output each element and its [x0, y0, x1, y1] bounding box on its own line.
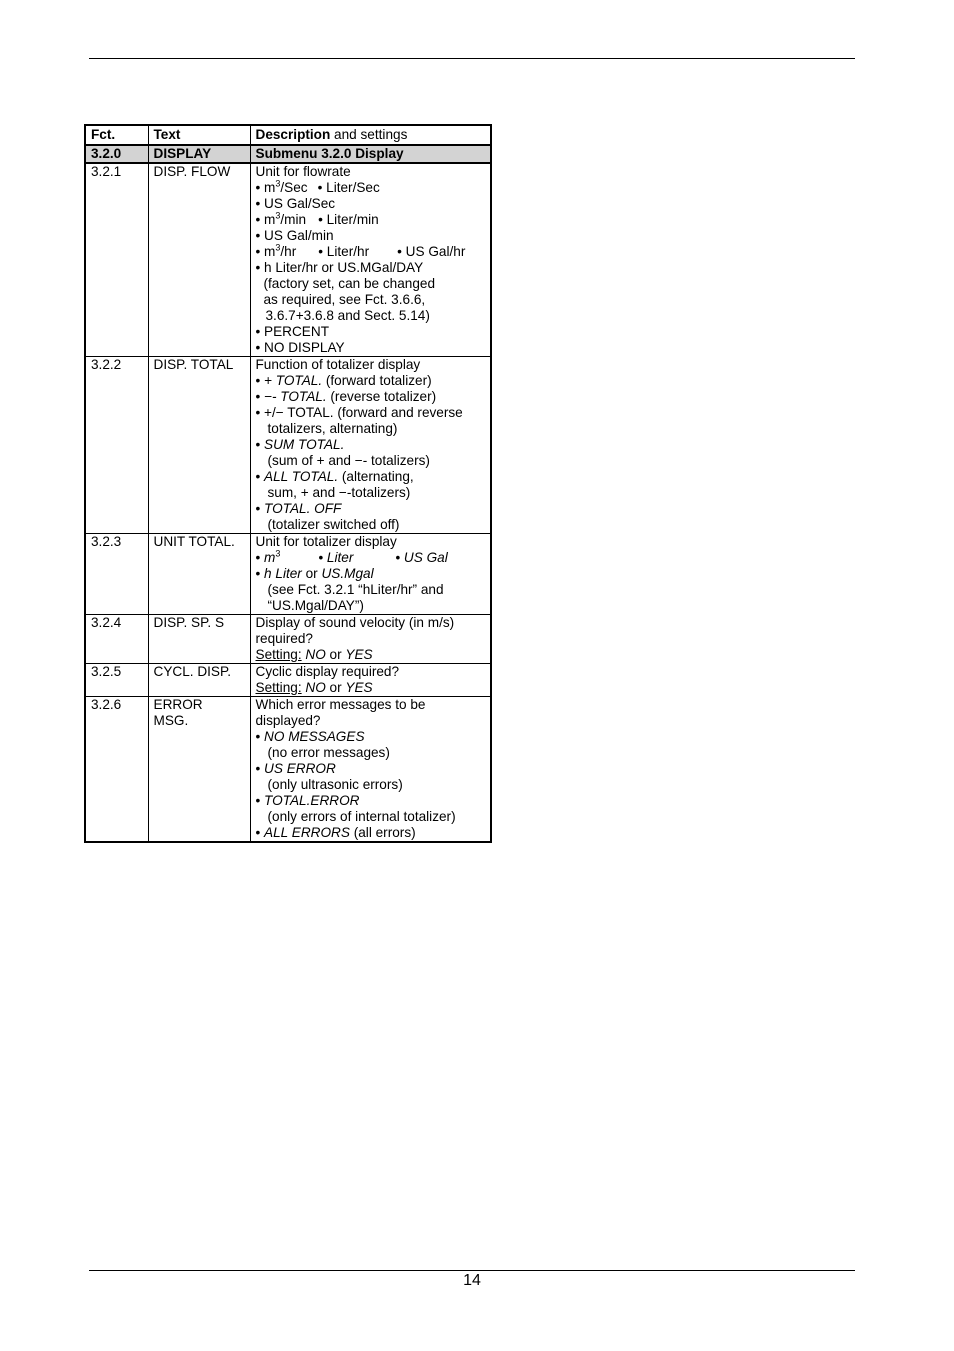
function-table: [84, 124, 492, 843]
fct-cell: 3.2.2: [85, 357, 148, 534]
header-text: Text: [148, 125, 250, 145]
fct-cell: 3.2.6: [85, 697, 148, 843]
footer-rule: [89, 1270, 855, 1271]
table-row: [85, 664, 491, 697]
page-number: 14: [463, 1272, 481, 1289]
fct-cell: 3.2.3: [85, 534, 148, 615]
description-cell: Unit for flowrate • $m^3$/Sec • Liter/Sec • US Gal/Sec • $m^3/\min$ • Liter/min • US Gal/min • $m^3/hr$ • Liter/hr • US Gal/hr • h Liter/hr or US.MGal/DAY (factory set, can be changed as required, see Fct. 3.6.6, 3.6.7+3.6.8 and Sect. 5.14) • PERCENT • NO DISPLAY: [250, 163, 491, 357]
table-row: [85, 163, 491, 357]
description-cell: Display of sound velocity (in m/s) required? Setting: NO or YES: [250, 615, 491, 664]
table-row: [85, 357, 491, 534]
submenu-text: DISPLAY: [148, 145, 250, 163]
fct-cell: 3.2.5: [85, 664, 148, 697]
submenu-fct: 3.2.0: [85, 145, 148, 163]
text-cell: UNIT TOTAL.: [148, 534, 250, 615]
fct-cell: 3.2.1: [85, 163, 148, 357]
submenu-description: Submenu 3.2.0 Display: [250, 145, 491, 163]
text-cell: DISP. SP. S: [148, 615, 250, 664]
description-cell: Which error messages to be displayed? • NO MESSAGES (no error messages) • US ERROR (only ultrasonic errors) • TOTAL.ERROR (only errors of internal totalizer) • ALL ERRORS (all errors): [250, 697, 491, 843]
description-cell: Cyclic display required? Setting: NO or YES: [250, 664, 491, 697]
text-cell: DISP. FLOW: [148, 163, 250, 357]
description-cell: Unit for totalizer display • $m^3$ • Liter • US Gal • h Liter or US.Mgal (see Fct. 3.2.1 “hLiter/hr” and “US.Mgal/DAY”): [250, 534, 491, 615]
table-row: [85, 697, 491, 843]
table-row: [85, 534, 491, 615]
header-rule: [89, 58, 855, 59]
table-row: [85, 615, 491, 664]
table-header-row: [85, 125, 491, 145]
text-cell: DISP. TOTAL: [148, 357, 250, 534]
text-cell: CYCL. DISP.: [148, 664, 250, 697]
submenu-row: [85, 145, 491, 163]
text-cell: ERROR MSG.: [148, 697, 250, 843]
description-cell: Function of totalizer display • + TOTAL. (forward totalizer) • −- TOTAL. (reverse totalizer) • +/− TOTAL. (forward and reverse totalizers, alternating) • SUM TOTAL. (sum of + and −- totalizers) • ALL TOTAL. (alternating, sum, + and −-totalizers) • TOTAL. OFF (totalizer switched off): [250, 357, 491, 534]
header-fct: Fct.: [85, 125, 148, 145]
header-description: Description and settings: [250, 125, 491, 145]
fct-cell: 3.2.4: [85, 615, 148, 664]
